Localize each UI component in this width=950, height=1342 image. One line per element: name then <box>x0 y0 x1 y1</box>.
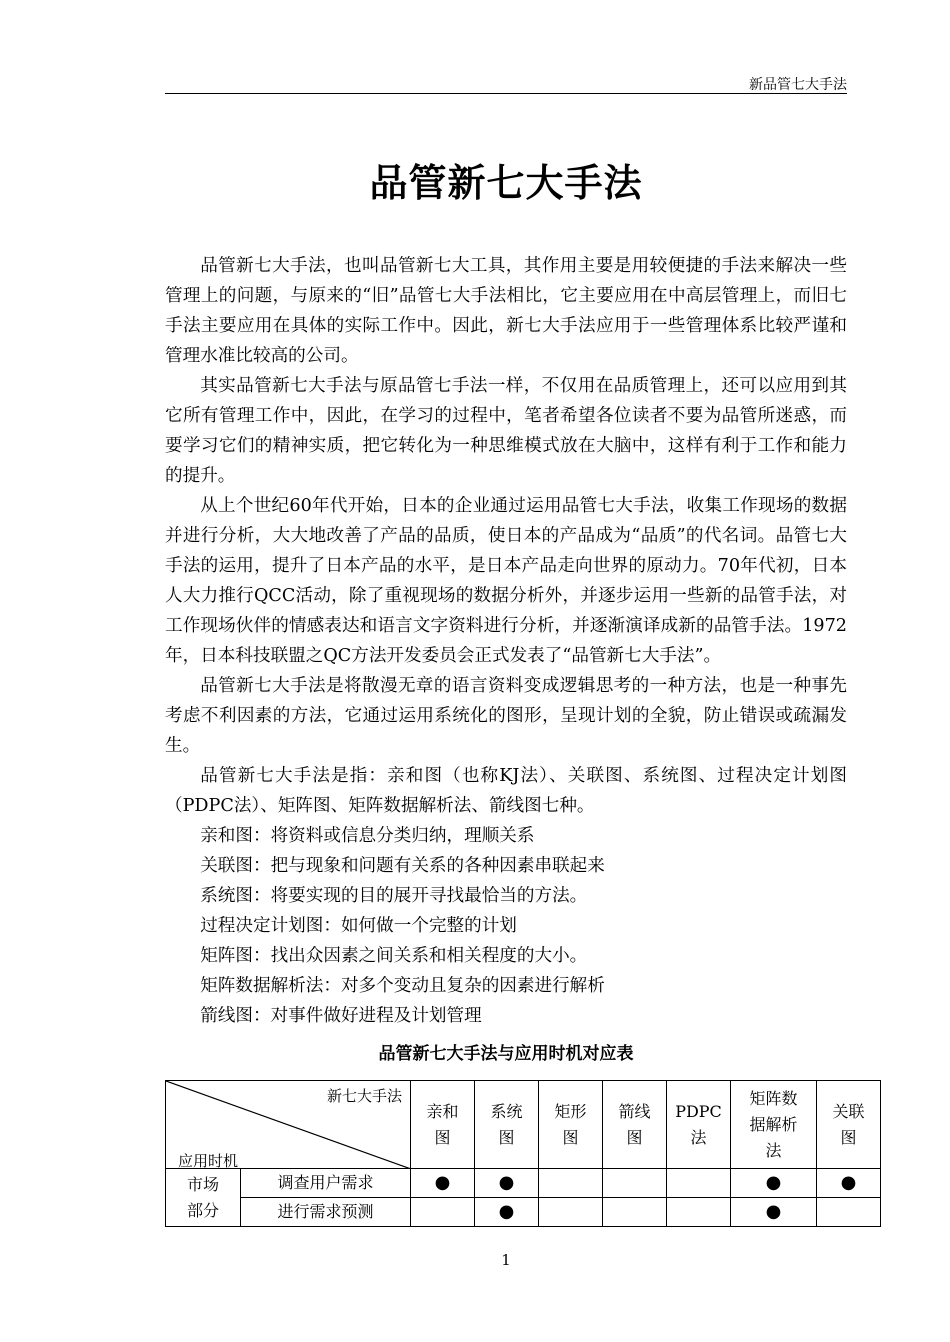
mark-cell <box>411 1198 475 1227</box>
mark-cell <box>539 1169 603 1198</box>
paragraph: 品管新七大手法是指：亲和图（也称KJ法）、关联图、系统图、过程决定计划图（PDPC法）、矩阵图、矩阵数据解析法、箭线图七种。 <box>165 766 847 816</box>
mark-cell <box>603 1198 667 1227</box>
corner-methods-label: 新七大手法 <box>326 1087 402 1105</box>
page-number: 1 <box>501 1251 511 1269</box>
column-header: 矩形 图 <box>539 1081 603 1169</box>
corner-timing-label: 应用时机 <box>178 1152 239 1170</box>
mark-cell <box>539 1198 603 1227</box>
row-label: 进行需求预测 <box>241 1198 411 1227</box>
header-rule <box>165 93 847 94</box>
paragraph: 从上个世纪60年代开始，日本的企业通过运用品管七大手法，收集工作现场的数据并进行分析，大大地改善了产品的品质，使日本的产品成为“品质”的代名词。品管七大手法的运用，提升了日本产品的水平，是日本产品走向世界的原动力。70年代初，日本人大力推行QCC活动，除了重视现场的数据分析外，并逐步运用一些新的品管手法，对工作现场伙伴的情感表达和语言文字资料进行分析，并逐渐演译成新的品管手法。1972年，日本科技联盟之QC方法开发委员会正式发表了“品管新七大手法”。 <box>165 496 847 666</box>
paragraph: 其实品管新七大手法与原品管七手法一样，不仅用在品质管理上，还可以应用到其它所有管理工作中，因此，在学习的过程中，笔者希望各位读者不要为品管所迷惑，而要学习它们的精神实质，把它转化为一种思维模式放在大脑中，这样有利于工作和能力的提升。 <box>165 376 847 486</box>
mark-cell: ● <box>411 1169 475 1198</box>
paragraph: 品管新七大手法是将散漫无章的语言资料变成逻辑思考的一种方法，也是一种事先考虑不利因素的方法，它通过运用系统化的图形，呈现计划的全貌，防止错误或疏漏发生。 <box>165 676 847 756</box>
mark-cell: ● <box>731 1169 817 1198</box>
definition-matrix: 矩阵图：找出众因素之间关系和相关程度的大小。 <box>200 946 588 966</box>
corner-header-cell <box>166 1081 411 1169</box>
mark-cell <box>603 1169 667 1198</box>
definition-arrow: 箭线图：对事件做好进程及计划管理 <box>200 1006 482 1026</box>
column-header: 亲和 图 <box>411 1081 475 1169</box>
table-row <box>166 1169 881 1198</box>
mark-cell: ● <box>475 1198 539 1227</box>
mark-cell <box>667 1198 731 1227</box>
column-header: 矩阵数 据解析 法 <box>731 1081 817 1169</box>
page-title: 品管新七大手法 <box>369 161 643 205</box>
column-header: 关联 图 <box>817 1081 881 1169</box>
definition-affinity: 亲和图：将资料或信息分类归纳，理顺关系 <box>200 826 535 846</box>
column-header: 箭线 图 <box>603 1081 667 1169</box>
running-header: 新品管七大手法 <box>749 77 847 93</box>
mark-cell: ● <box>817 1169 881 1198</box>
row-label: 调查用户需求 <box>241 1169 411 1198</box>
definition-tree: 系统图：将要实现的目的展开寻找最恰当的方法。 <box>200 886 588 906</box>
body-text <box>165 251 847 1031</box>
method-timing-table <box>165 1080 881 1227</box>
table-row <box>166 1198 881 1227</box>
paragraph: 品管新七大手法，也叫品管新七大工具，其作用主要是用较便捷的手法来解决一些管理上的问题，与原来的“旧”品管七大手法相比，它主要应用在中高层管理上，而旧七手法主要应用在具体的实际工作中。因此，新七大手法应用于一些管理体系比较严谨和管理水准比较高的公司。 <box>165 256 847 366</box>
definition-relation: 关联图：把与现象和问题有关系的各种因素串联起来 <box>200 856 605 876</box>
mark-cell: ● <box>731 1198 817 1227</box>
column-header: PDPC 法 <box>667 1081 731 1169</box>
mark-cell <box>667 1169 731 1198</box>
category-cell: 市场 部分 <box>166 1169 241 1227</box>
table-title: 品管新七大手法与应用时机对应表 <box>378 1044 634 1064</box>
definition-matrix-data: 矩阵数据解析法：对多个变动且复杂的因素进行解析 <box>200 976 605 996</box>
mark-cell <box>817 1198 881 1227</box>
mark-cell: ● <box>475 1169 539 1198</box>
column-header: 系统 图 <box>475 1081 539 1169</box>
definition-pdpc: 过程决定计划图：如何做一个完整的计划 <box>200 916 517 936</box>
